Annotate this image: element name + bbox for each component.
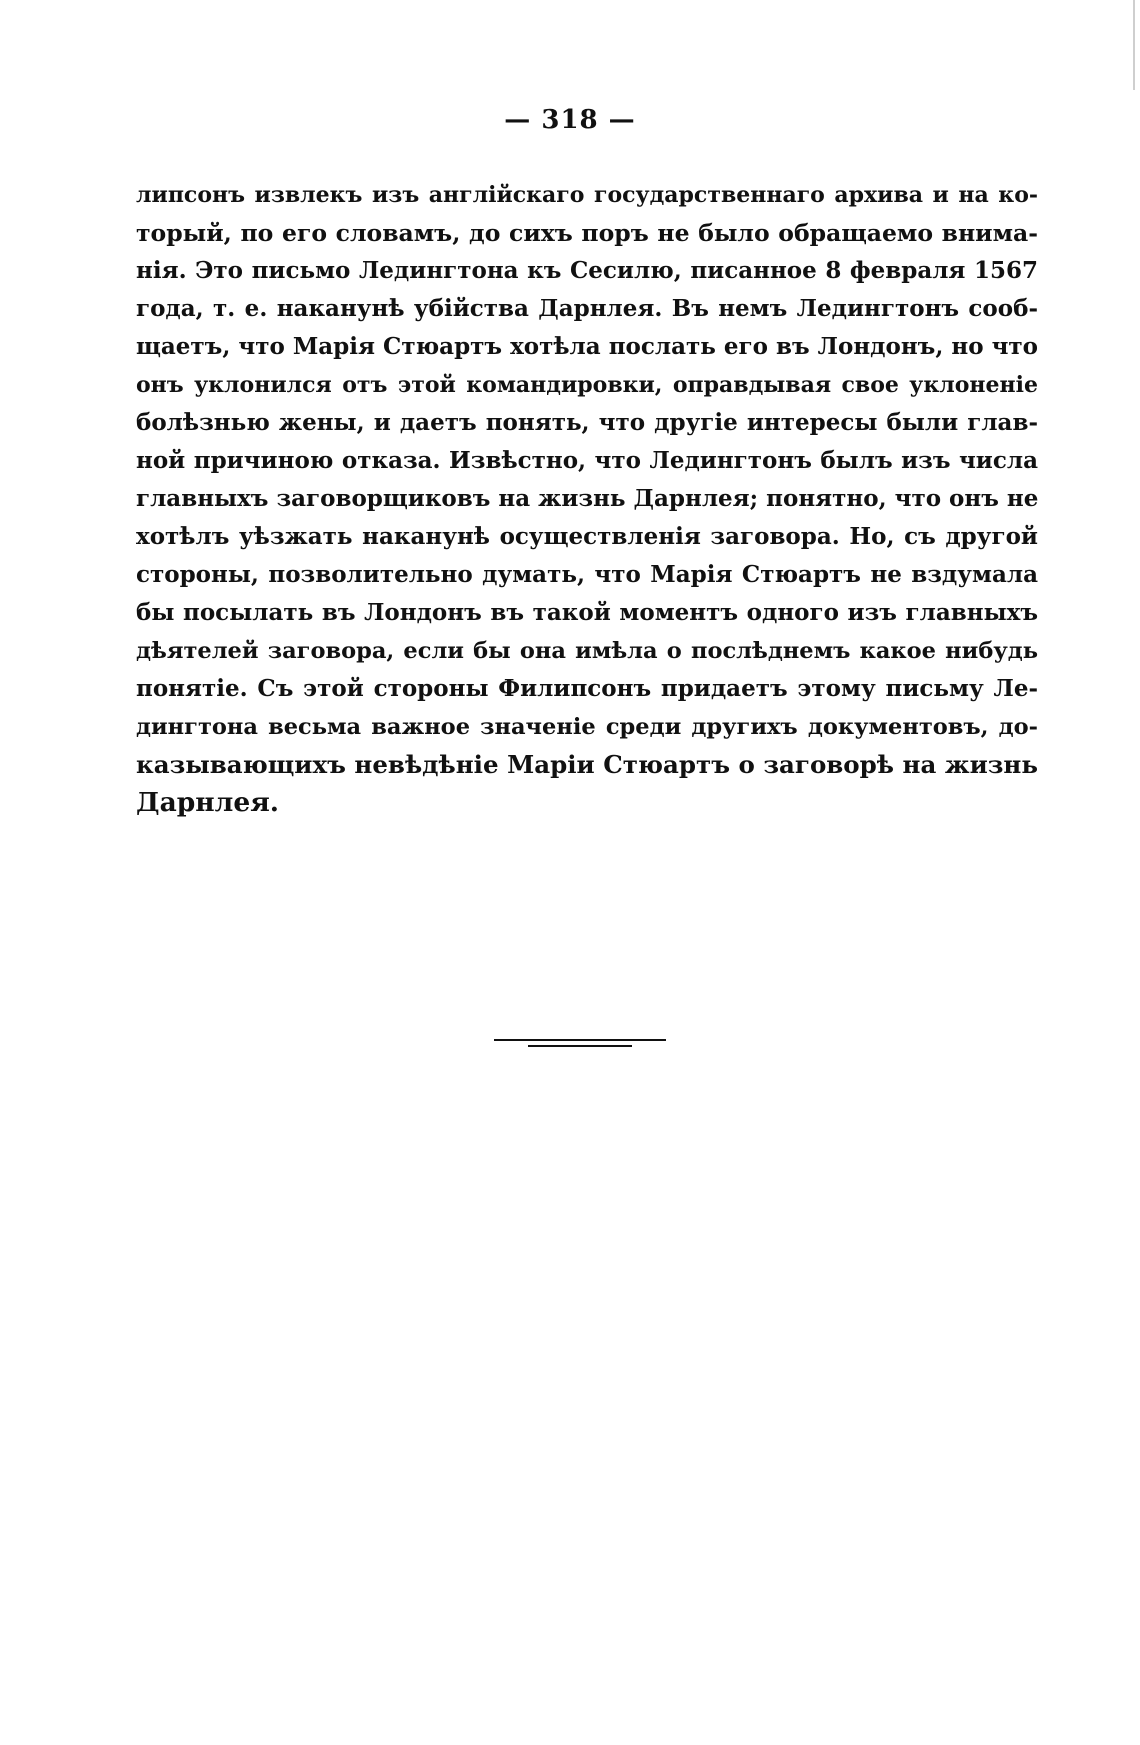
text-line-last: Дарнлея. [136, 787, 280, 818]
body-text [136, 176, 1038, 822]
text-line: главныхъ заговорщиковъ на жизнь Дарнлея; понятно, что онъ не [136, 485, 1039, 512]
text-line: года, т. е. наканунѣ убійства Дарнлея. Въ немъ Ледингтонъ сооб- [136, 295, 1038, 322]
text-line: хотѣлъ уѣзжать наканунѣ осуществленія заговора. Но, съ другой [136, 523, 1038, 550]
page-number: — 318 — [504, 105, 636, 135]
section-divider-long [494, 1039, 666, 1041]
text-line: торый, по его словамъ, до сихъ поръ не было обращаемо внима- [136, 219, 1038, 247]
scan-edge-line [1133, 0, 1135, 90]
text-line: стороны, позволительно думать, что Марія Стюартъ не вздумала [136, 561, 1038, 588]
text-line: дѣятелей заговора, если бы она имѣла о послѣднемъ какое нибудь [136, 638, 1038, 664]
text-line: дингтона весьма важное значеніе среди другихъ документовъ, до- [136, 714, 1038, 740]
text-line: понятіе. Съ этой стороны Филипсонъ придаетъ этому письму Ле- [136, 675, 1038, 702]
text-line: бы посылать въ Лондонъ въ такой моментъ одного изъ главныхъ [136, 599, 1038, 626]
text-line: нія. Это письмо Ледингтона къ Сесилю, писанное 8 февраля 1567 [136, 257, 1038, 284]
text-line: казывающихъ невѣдѣніе Маріи Стюартъ о заговорѣ на жизнь [136, 750, 1038, 779]
section-divider-short [528, 1045, 632, 1047]
text-line: липсонъ извлекъ изъ англійскаго государственнаго архива и на ко- [136, 182, 1038, 208]
text-line: ной причиною отказа. Извѣстно, что Ледингтонъ былъ изъ числа [136, 447, 1038, 474]
text-line: болѣзнью жены, и даетъ понять, что другіе интересы были глав- [136, 409, 1038, 436]
text-line: щаетъ, что Марія Стюартъ хотѣла послать его въ Лондонъ, но что [136, 333, 1038, 360]
text-line: онъ уклонился отъ этой командировки, оправдывая свое уклоненіе [136, 372, 1038, 398]
